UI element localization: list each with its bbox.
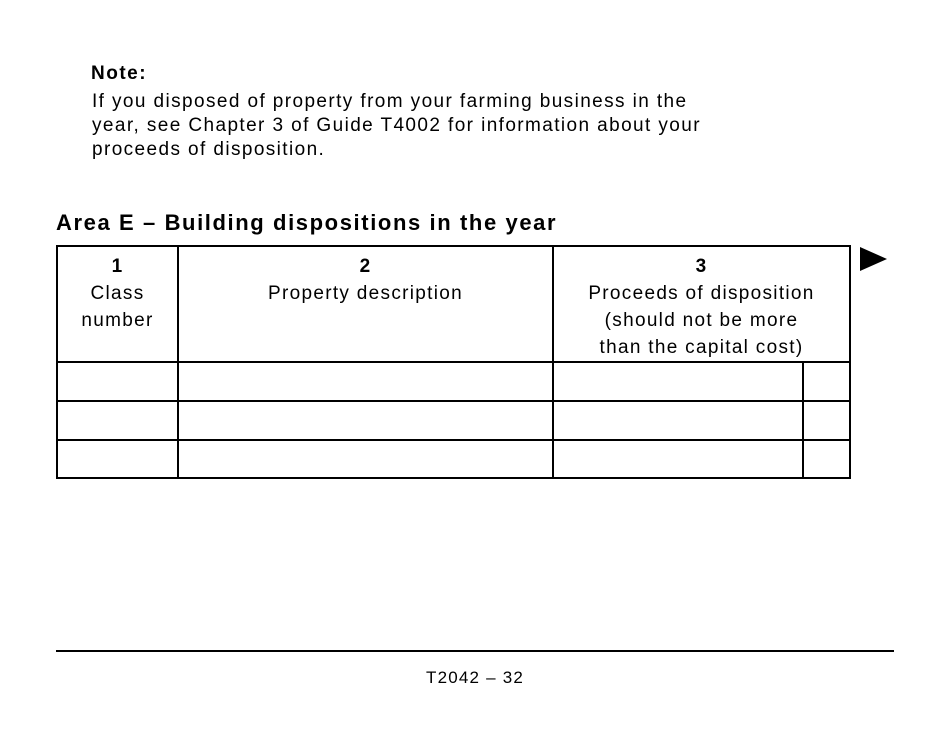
column-label: number xyxy=(81,310,154,331)
column-label: Class xyxy=(90,283,145,304)
column-number: 1 xyxy=(111,256,124,277)
footer-rule xyxy=(56,650,894,652)
column-header-proceeds xyxy=(554,253,849,361)
proceeds-cents-field[interactable] xyxy=(804,441,849,477)
column-number: 2 xyxy=(359,256,372,277)
proceeds-cents-field[interactable] xyxy=(804,402,849,439)
class-number-field[interactable] xyxy=(58,402,177,439)
note-line: year, see Chapter 3 of Guide T4002 for information about your xyxy=(92,115,701,136)
area-e-title: Area E – Building dispositions in the year xyxy=(56,210,558,235)
column-label: Property description xyxy=(268,283,463,304)
column-label: than the capital cost) xyxy=(599,337,804,358)
column-header-class-number xyxy=(58,253,177,334)
continue-arrow-icon xyxy=(860,247,887,271)
class-number-field[interactable] xyxy=(58,441,177,477)
proceeds-dollars-field[interactable] xyxy=(554,402,802,439)
area-e-table xyxy=(56,245,851,479)
property-description-field[interactable] xyxy=(179,402,552,439)
column-header-property-description xyxy=(179,253,552,307)
property-description-field[interactable] xyxy=(179,363,552,400)
proceeds-cents-field[interactable] xyxy=(804,363,849,400)
note-body xyxy=(92,90,852,162)
class-number-field[interactable] xyxy=(58,363,177,400)
proceeds-dollars-field[interactable] xyxy=(554,441,802,477)
note-heading: Note: xyxy=(91,63,148,84)
column-label: (should not be more xyxy=(604,310,799,331)
column-label: Proceeds of disposition xyxy=(588,283,815,304)
column-number: 3 xyxy=(695,256,708,277)
property-description-field[interactable] xyxy=(179,441,552,477)
note-line: proceeds of disposition. xyxy=(92,139,326,160)
note-line: If you disposed of property from your farming business in the xyxy=(92,91,688,112)
page-number: T2042 – 32 xyxy=(425,668,524,687)
proceeds-dollars-field[interactable] xyxy=(554,363,802,400)
